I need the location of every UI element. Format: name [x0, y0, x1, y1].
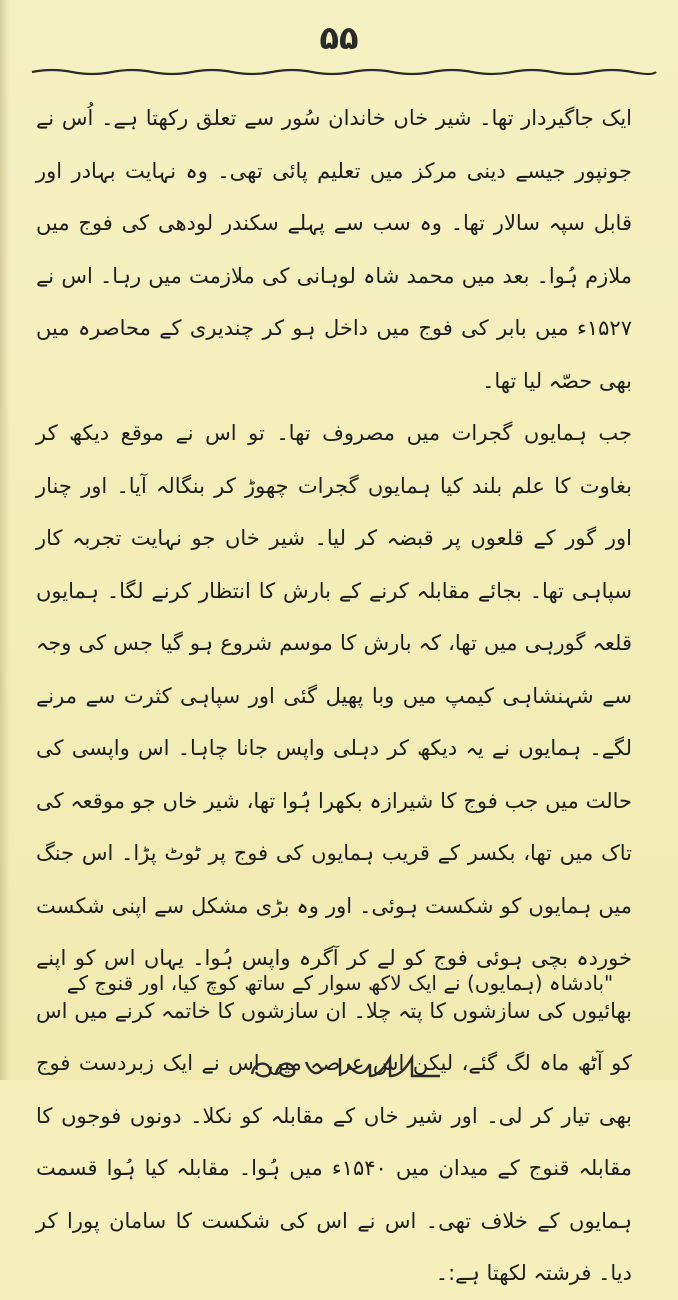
paragraph-2: جب ہمایوں گجرات میں مصروف تھا۔ تو اس نے موقع دیکھ کر بغاوت کا علم بلند کیا ہمایوں گجرات چھوڑ کر بنگالہ آیا۔ اور چنار اور گور کے قلعوں پر قبضہ کر لیا۔ شیر خاں جو نہایت تجربہ کار سپاہی تھا۔ بجائے مقابلہ کرنے کے بارش کا انتظار کرنے لگا۔ ہمایوں قلعہ گورہی میں تھا، کہ بارش کا موسم شروع ہو گیا جس کی وجہ سے شہنشاہی کیمپ میں وبا پھیل گئی اور سپاہی کثرت سے مرنے لگے۔ ہمایوں نے یہ دیکھ کر دہلی واپس جانا چاہا۔ اس واپسی کی حالت میں جب فوج کا شیرازہ بکھرا ہُوا تھا، شیر خاں جو موقعہ کی تاک میں تھا، بکسر کے قریب ہمایوں کی فوج پر ٹوٹ پڑا۔ اس جنگ میں ہمایوں کو شکست ہوئی۔ اور وہ بڑی مشکل سے اپنی شکست خوردہ بچی ہوئی فوج کو لے کر آگرہ واپس ہُوا۔ یہاں اس کو اپنے بھائیوں کی سازشوں کا پتہ چلا۔ ان سازشوں کا خاتمہ کرنے میں اس کو آٹھ ماہ لگ گئے، لیکن اس عرصہ میں اس نے ایک زبردست فوج بھی تیار کر لی۔ اور شیر خاں کے مقابلہ کو نکلا۔ دونوں فوجوں کا مقابلہ قنوج کے میدان میں ۱۵۴۰ء میں ہُوا۔ مقابلہ کیا ہُوا قسمت ہمایوں کے خلاف تھی۔ اس نے اس کی شکست کا سامان پورا کر دیا۔ فرشتہ لکھتا ہے:۔ — [36, 421, 632, 1285]
binding-shadow — [0, 0, 10, 1080]
handwritten-footer-mark — [244, 1052, 444, 1080]
main-text — [36, 92, 632, 1300]
header-wavy-rule — [32, 66, 656, 76]
page-number: ۵۵ — [319, 19, 359, 57]
paragraph-1: ایک جاگیردار تھا۔ شیر خاں خاندان سُور سے تعلق رکھتا ہے۔ اُس نے جونپور جیسے دینی مرکز میں تعلیم پائی تھی۔ وہ نہایت بہادر اور قابل سپہ سالار تھا۔ وہ سب سے پہلے سکندر لودھی کی فوج میں ملازم ہُوا۔ بعد میں محمد شاہ لوہانی کی ملازمت میں رہا۔ اس نے ۱۵۲۷ء میں بابر کی فوج میں داخل ہو کر چندیری کے محاصرہ میں بھی حصّہ لیا تھا۔ — [36, 106, 632, 393]
quoted-passage: "بادشاہ (ہمایوں) نے ایک لاکھ سوار کے ساتھ کوچ کیا، اور قنوج کے — [66, 971, 614, 995]
